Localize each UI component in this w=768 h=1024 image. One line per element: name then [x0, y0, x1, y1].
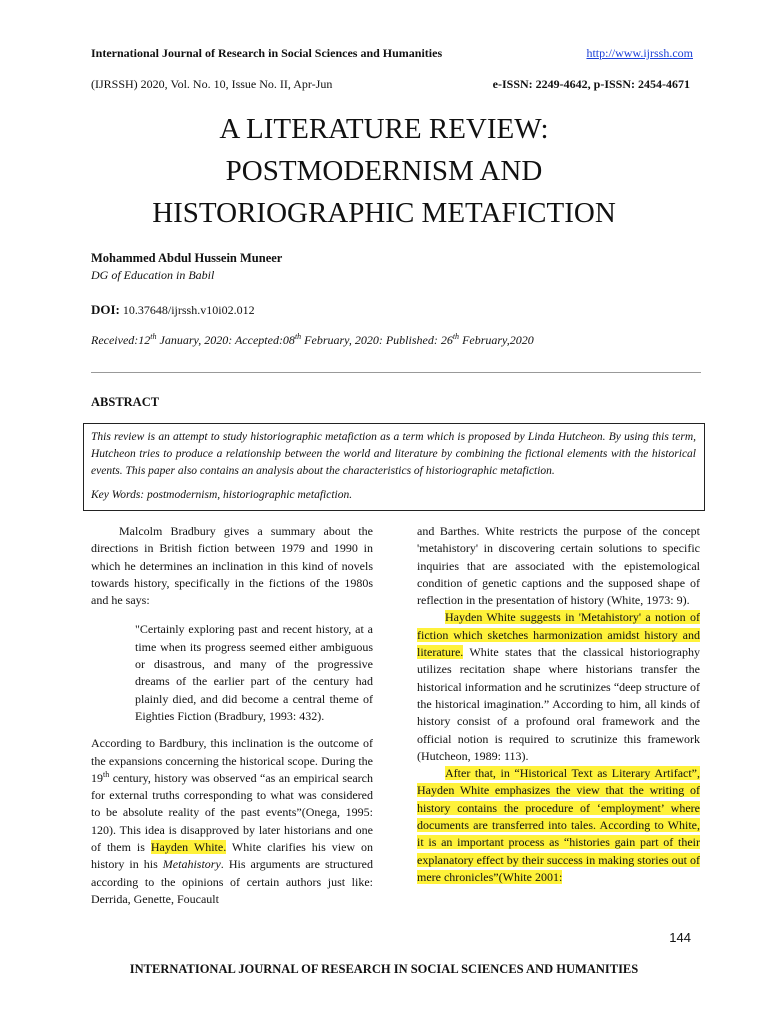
doi-line — [91, 302, 255, 318]
keywords: Key Words: postmodernism, historiographic metafiction. — [91, 489, 353, 501]
highlighted-text: Hayden White suggests in 'Metahistory' a notion of fiction which sketches harmonization amidst history and literature. — [417, 610, 700, 660]
abstract-box — [83, 423, 705, 511]
paragraph: Hayden White suggests in 'Metahistory' a notion of fiction which sketches harmonization amidst history and literature. White states that the classical historiography utilizes recitation shape where historians transfer the historical information and he scrutinizes “deep structure of the historical imagination.” According to him, all kinds of history consist of a profound oral framework and the official notion is required to scrutinize this framework (Hutcheon, 1989: 113). — [417, 610, 700, 763]
paragraph: and Barthes. White restricts the purpose of the concept 'metahistory' in discovering certain solutions to specific inquiries that are associated with the epistemological condition of genetic captions and the supposed shape of reflection in the presentation of history (White, 1973: 9). — [417, 524, 700, 608]
title-line-1: A LITERATURE REVIEW: — [219, 113, 549, 145]
title-line-3: HISTORIOGRAPHIC METAFICTION — [152, 197, 616, 229]
paragraph: Malcolm Bradbury gives a summary about the directions in British fiction between 1979 and 1990 in which he determines an inclination in this kind of novels towards history, specifically in the fictions of the 1980s and he says: — [91, 524, 373, 608]
issn-info: e-ISSN: 2249-4642, p-ISSN: 2454-4671 — [492, 77, 690, 91]
header-divider — [91, 372, 701, 373]
body-column-right — [417, 523, 700, 886]
paragraph — [417, 765, 700, 886]
page-number: 144 — [669, 930, 691, 945]
paper-title — [0, 108, 768, 234]
author-name: Mohammed Abdul Hussein Muneer — [91, 251, 283, 265]
journal-url-link[interactable]: http://www.ijrssh.com — [586, 46, 693, 60]
doi-value: 10.37648/ijrssh.v10i02.012 — [122, 303, 255, 317]
doi-label: DOI: — [91, 302, 120, 317]
author-affiliation: DG of Education in Babil — [91, 268, 215, 282]
body-column-left — [91, 523, 373, 908]
running-footer: INTERNATIONAL JOURNAL OF RESEARCH IN SOCIAL SCIENCES AND HUMANITIES — [129, 962, 639, 976]
running-header-journal: International Journal of Research in Social Sciences and Humanities — [91, 46, 443, 60]
highlighted-text: After that, in “Historical Text as Literary Artifact”, Hayden White emphasizes the view that the writing of history contains the procedure of ‘employment’ where documents are transferred into tales. According to White, it is an important process as “histories gain part of their explanatory effect by their success in making stories out of mere chronicles”(White 2001: — [417, 766, 700, 884]
highlighted-text: Hayden White. — [150, 840, 227, 855]
abstract-heading: ABSTRACT — [91, 395, 160, 409]
publication-dates: Received:12th January, 2020: Accepted:08th February, 2020: Published: 26th February,2020 — [91, 332, 534, 347]
title-line-2: POSTMODERNISM AND — [225, 155, 543, 187]
abstract-text: This review is an attempt to study historiographic metafiction as a term which is proposed by Linda Hutcheon. By using this term, Hutcheon tries to produce a relationship between the world and literature by combining the fictional elements with the historical events. This paper also contains an analysis about the characteristics of historiographic metafiction. — [91, 431, 696, 477]
volume-info: (IJRSSH) 2020, Vol. No. 10, Issue No. II, Apr-Jun — [91, 77, 333, 91]
paragraph: According to Bardbury, this inclination is the outcome of the expansions concerning the historical scope. During the 19th century, history was observed “as an empirical search for external truths corresponding to what was considered to be absolute reality of the past events”(Onega, 1995: 120). This idea is disapproved by later historians and one of them is Hayden White. White clarifies his view on history in his Metahistory. His arguments are structured according to the opinions of certain authors just like: Derrida, Genette, Foucault — [91, 736, 374, 906]
block-quote: "Certainly exploring past and recent history, at a time when its progress seemed either ambiguous or disastrous, and many of the progressive dreams of the earlier part of the century had plainly died, and did become a central theme of Eighties Fiction (Bradbury, 1993: 432). — [135, 622, 373, 723]
